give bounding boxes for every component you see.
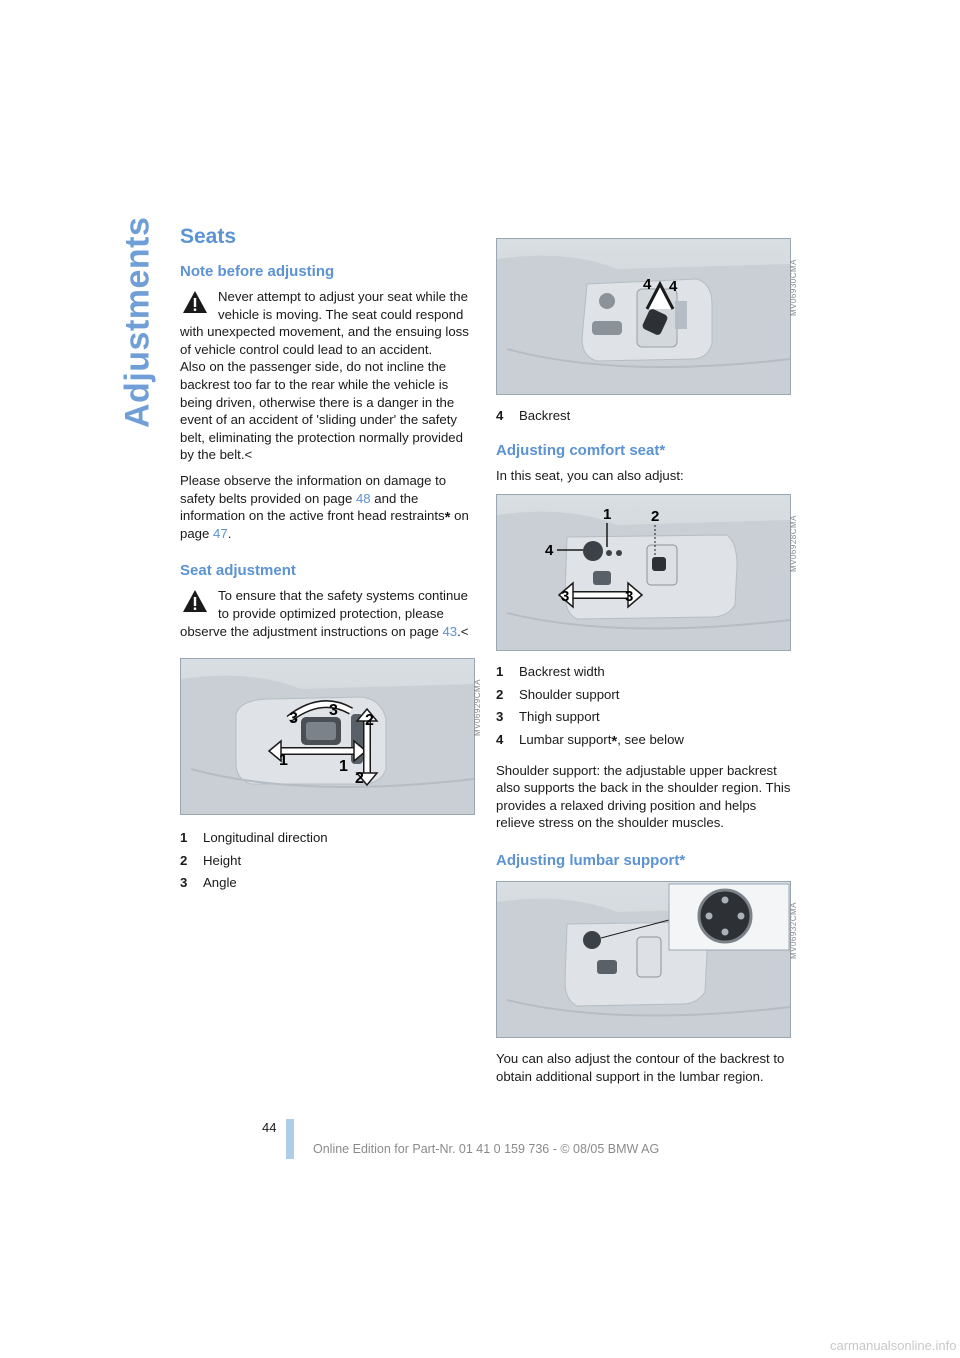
lumbar-illustration	[497, 882, 790, 1037]
list-item	[180, 872, 475, 895]
figure-code: MV06929CMA	[473, 679, 482, 737]
comfort-seat-heading: Adjusting comfort seat*	[496, 441, 666, 459]
comfort-intro: In this seat, you can also adjust:	[496, 467, 684, 483]
figure-code: MV06930CMA	[789, 259, 798, 317]
list-item	[496, 684, 791, 707]
list-item-number: 3	[496, 709, 504, 725]
comfort-seat-list	[496, 661, 791, 751]
observe-text-4: .	[227, 525, 232, 541]
observe-text-1: Please observe the information on damage to safety belts provided on page	[180, 472, 447, 506]
fig2-label-3a: 3	[561, 588, 570, 606]
seat-controls-illustration	[181, 659, 474, 814]
observe-paragraph	[180, 472, 475, 542]
end-mark: <	[460, 623, 469, 639]
asterisk: *	[611, 732, 618, 750]
fig1-label-4b: 4	[669, 278, 678, 295]
seat-warning-text: To ensure that the safety systems continue to provide optimized protection, please observe the adjustment instructions on page	[180, 588, 468, 639]
seat-adjustment-heading: Seat adjustment	[180, 562, 296, 580]
list-item-text: Backrest width	[519, 664, 605, 680]
observe-text-3: on page	[180, 508, 469, 541]
fig2-label-3b: 3	[625, 588, 634, 606]
fig-label-2a: 2	[365, 712, 374, 730]
note-warning	[180, 288, 475, 464]
end-mark: <	[244, 447, 253, 463]
backrest-illustration	[497, 239, 790, 394]
footer-accent-bar	[286, 1119, 294, 1159]
lumbar-paragraph: You can also adjust the contour of the backrest to obtain additional support in the lumbar region.	[496, 1050, 785, 1084]
list-item-suffix: , see below	[617, 731, 684, 747]
seat-warning-period: .	[457, 623, 461, 639]
left-column	[180, 225, 482, 905]
page-number: 44	[262, 1120, 277, 1135]
right-column	[496, 238, 798, 1093]
asterisk: *	[444, 509, 451, 527]
list-item-number: 4	[496, 731, 504, 747]
seat-adjust-list	[180, 827, 475, 895]
backrest-figure	[496, 238, 798, 395]
page-title: Seats	[180, 225, 237, 248]
list-item-number: 1	[180, 830, 188, 846]
list-item	[496, 661, 791, 684]
watermark: carmanualsonline.info	[830, 1338, 957, 1353]
note-warning-para2: Also on the passenger side, do not incline the backrest too far to the rear while the vehicle is being driven, otherwise there is a danger in the event of an accident of 'sliding under' the safety belt, eliminating the protection normally provided by the belt.	[180, 359, 463, 463]
fig2-label-1: 1	[603, 506, 612, 524]
page-link-47[interactable]: 47	[213, 525, 228, 541]
list-item	[496, 405, 791, 428]
lumbar-heading: Adjusting lumbar support*	[496, 851, 686, 869]
fig-label-3b: 3	[329, 702, 338, 720]
list-item-number: 1	[496, 664, 504, 680]
shoulder-paragraph: Shoulder support: the adjustable upper backrest also supports the back in the shoulder region. This provides a relaxed driving position and helps relieve stress on the shoulder muscles.	[496, 762, 791, 831]
fig1-label-4a: 4	[643, 276, 652, 293]
comfort-seat-figure	[496, 494, 798, 651]
lumbar-figure	[496, 881, 798, 1038]
list-item	[496, 729, 791, 752]
figure-code: MV06932CMA	[789, 901, 798, 959]
fig-label-1b: 1	[339, 758, 348, 776]
warning-icon	[182, 290, 208, 314]
list-item-number: 3	[180, 875, 188, 891]
edition-footer: Online Edition for Part-Nr. 01 41 0 159 736 - © 08/05 BMW AG	[313, 1142, 660, 1156]
list-item-text: Height	[203, 852, 242, 868]
note-warning-text: Never attempt to adjust your seat while the vehicle is moving. The seat could respond with unexpected movement, and the ensuing loss of vehicle control could lead to an accident.	[180, 289, 469, 357]
comfort-seat-illustration	[497, 495, 790, 650]
list-item	[180, 827, 475, 850]
warning-icon	[182, 589, 208, 613]
list-item-number: 2	[180, 852, 188, 868]
list-item-text: Backrest	[519, 408, 571, 423]
note-heading: Note before adjusting	[180, 263, 335, 280]
list-item-text: Angle	[203, 875, 237, 891]
observe-text-2: and the information on the active front head restraints	[180, 490, 445, 524]
list-item-text: Longitudinal direction	[203, 830, 328, 846]
list-item	[180, 850, 475, 873]
fig2-label-4: 4	[545, 542, 554, 560]
fig-label-3a: 3	[289, 710, 298, 728]
list-item-text: Lumbar support	[519, 731, 612, 747]
list-item-text: Shoulder support	[519, 686, 620, 702]
seat-warning	[180, 587, 475, 640]
seat-controls-figure	[180, 658, 482, 815]
fig2-label-2: 2	[651, 508, 660, 526]
fig-label-2b: 2	[355, 770, 364, 788]
page-link-48[interactable]: 48	[355, 490, 371, 506]
backrest-list	[496, 405, 791, 428]
page-link-43[interactable]: 43	[442, 623, 458, 639]
list-item-number: 4	[496, 408, 504, 423]
list-item-number: 2	[496, 686, 504, 702]
section-side-tab: Adjustments	[118, 216, 157, 428]
fig-label-1a: 1	[279, 752, 288, 770]
figure-code: MV06928CMA	[789, 515, 798, 573]
list-item-text: Thigh support	[519, 709, 600, 725]
list-item	[496, 706, 791, 729]
